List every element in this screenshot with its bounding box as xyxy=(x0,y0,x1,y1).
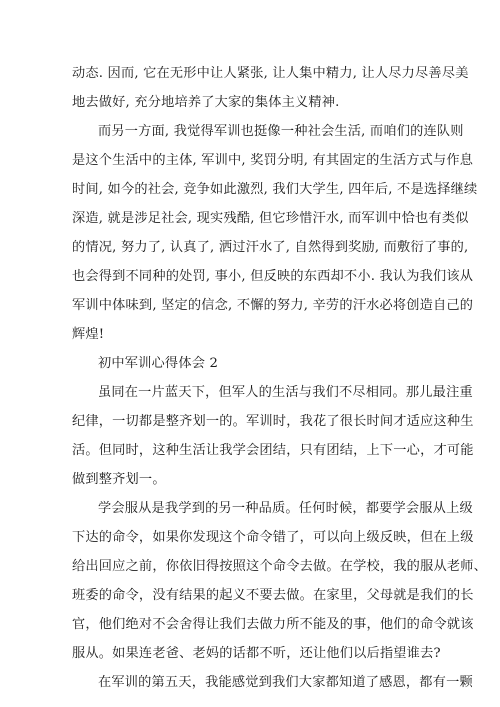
paragraph-1-line-2: 地去做好, 充分地培养了大家的集体主义精神. xyxy=(72,95,340,110)
paragraph-4-line-2: 下达的命令，如果你发现这个命令错了，可以向上级反映，但在上级 xyxy=(72,530,474,545)
paragraph-3-line-2: 纪律，一切都是整齐划一的。军训时，我花了很长时间才适应这种生 xyxy=(72,414,474,429)
paragraph-4-line-6: 服从。如果连老爸、老妈的话都不听，还让他们以后指望谁去? xyxy=(72,646,441,661)
paragraph-2-line-6: 也会得到不同种的处罚, 事小, 但反映的东西却不小. 我认为我们该从 xyxy=(72,269,474,284)
paragraph-5-line-1: 在军训的第五天，我能感觉到我们大家都知道了感恩，都有一颗 xyxy=(98,675,473,690)
paragraph-2-line-4: 深造, 就是涉足社会, 现实残酷, 但它珍惜汗水, 而军训中恰也有类似 xyxy=(72,211,469,226)
paragraph-2-line-7: 军训中体味到, 坚定的信念, 不懈的努力, 辛劳的汗水必将创造自己的 xyxy=(72,298,474,313)
section-heading: 初中军训心得体会 2 xyxy=(98,356,219,371)
paragraph-4-line-1: 学会服从是我学到的另一种品质。任何时候，都要学会服从上级 xyxy=(98,501,473,516)
document-body xyxy=(72,0,488,707)
paragraph-3-line-3: 活。但同时，这种生活让我学会团结，只有团结，上下一心，才可能 xyxy=(72,443,474,458)
paragraph-4-line-4: 班委的命令，没有结果的起义不要去做。在家里，父母就是我们的长 xyxy=(72,588,474,603)
paragraph-4-line-5: 官，他们绝对不会舍得让我们去做力所不能及的事，他们的命令就该 xyxy=(72,617,474,632)
paragraph-2-line-3: 时间, 如今的社会, 竞争如此激烈, 我们大学生, 四年后, 不是选择继续 xyxy=(72,182,478,197)
paragraph-2-line-2: 是这个生活中的主体, 军训中, 奖罚分明, 有其固定的生活方式与作息 xyxy=(72,153,474,168)
paragraph-1-line-1: 动态. 因而, 它在无形中让人紧张, 让人集中精力, 让人尽力尽善尽美 xyxy=(72,66,469,81)
paragraph-2-line-5: 的情况, 努力了, 认真了, 洒过汗水了, 自然得到奖励, 而敷衍了事的, xyxy=(72,240,469,255)
paragraph-3-line-4: 做到整齐划一。 xyxy=(72,472,166,487)
paragraph-2-line-8: 辉煌! xyxy=(72,327,105,342)
paragraph-2-line-1: 而另一方面, 我觉得军训也挺像一种社会生活, 而咱们的连队则 xyxy=(98,124,464,139)
paragraph-3-line-1: 虽同在一片蓝天下，但军人的生活与我们不尽相同。那儿最注重 xyxy=(98,385,473,400)
paragraph-4-line-3: 给出回应之前，你依旧得按照这个命令去做。在学校，我的服从老师、 xyxy=(72,559,488,574)
